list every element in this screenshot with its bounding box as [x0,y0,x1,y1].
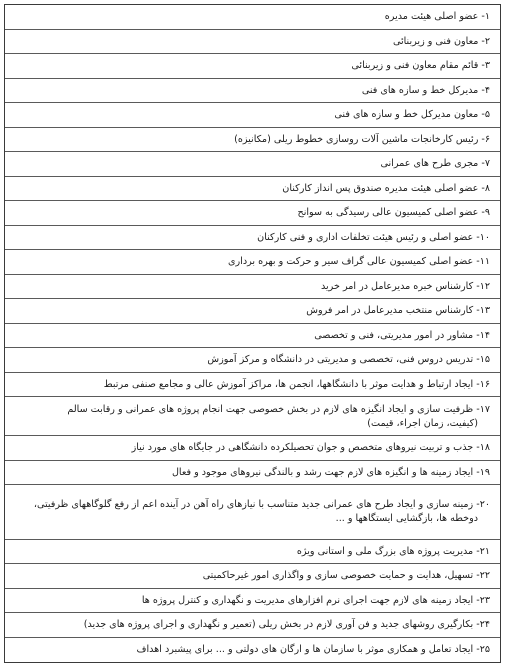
item-text: ۱۱- عضو اصلی کمیسیون عالی گراف سیر و حرکت و بهره برداری [228,256,490,268]
item-text: ۲۲- تسهیل، هدایت و حمایت خصوصی سازی و واگذاری امور غیرحاکمیتی [202,570,490,582]
list-item [5,5,500,30]
list-item [5,152,500,177]
list-item [5,485,500,540]
item-text: ۱۹- ایجاد زمینه ها و انگیزه های لازم جهت رشد و بالندگی نیروهای موجود و فعال [171,466,490,478]
item-text: ۳- قائم مقام معاون فنی و زیربنائی [351,60,490,72]
item-text: ۱۳- کارشناس منتخب مدیرعامل در امر فروش [306,305,490,317]
list-item [5,201,500,226]
item-text: ۲۱- مدیریت پروژه های بزرگ ملی و استانی ویژه [296,545,490,557]
item-text: ۲۰- زمینه سازی و ایجاد طرح های عمرانی جدید متناسب با نیازهای راه آهن در آینده اعم از رفع گلوگاههای ظرفیتی، [33,499,490,511]
item-text: ۹- عضو اصلی کمیسیون عالی رسیدگی به سوانح [297,207,490,219]
item-text: ۱- عضو اصلی هیئت مدیره [384,11,490,23]
list-item [5,540,500,565]
list-item [5,128,500,153]
list-item [5,79,500,104]
list-item [5,564,500,589]
list-item [5,461,500,486]
item-text: ۱۵- تدریس دروس فنی، تخصصی و مدیریتی در دانشگاه و مرکز آموزش [207,354,490,366]
item-text: ۲۵- ایجاد تعامل و همکاری موثر با سازمان ها و ارگان های دولتی و ... برای پیشبرد اهداف [136,644,490,656]
list-item [5,613,500,638]
list-item [5,54,500,79]
item-text: ۱۰- عضو اصلی و رئیس هیئت تخلفات اداری و فنی کارکنان [257,231,490,243]
list-item [5,103,500,128]
item-text: ۸- عضو اصلی هیئت مدیره صندوق پس انداز کارکنان [282,182,490,194]
item-text: ۱۷- ظرفیت سازی و ایجاد انگیزه های لازم در بخش خصوصی جهت انجام پروژه های عمرانی و رقابت سالم [67,403,490,415]
list-item [5,250,500,275]
list-item [5,348,500,373]
item-text: ۴- مدیرکل خط و سازه های فنی [361,84,490,96]
list-item [5,275,500,300]
list-item [5,177,500,202]
list-item [5,299,500,324]
list-item [5,373,500,398]
list-item [5,436,500,461]
item-text: ۷- مجری طرح های عمرانی [380,158,490,170]
duties-table [4,4,501,663]
item-text: ۱۲- کارشناس خبره مدیرعامل در امر خرید [320,280,490,292]
item-text: ۲۳- ایجاد زمینه های لازم جهت اجرای نرم افزارهای مدیریت و نگهداری و کنترل پروژه ها [141,594,490,606]
list-item [5,226,500,251]
list-item [5,397,500,436]
list-item [5,30,500,55]
item-text-continued: دوخطه ها، بازگشایی ایستگاهها و ... [335,513,478,525]
item-text: ۲- معاون فنی و زیربنائی [392,35,490,47]
item-text: ۵- معاون مدیرکل خط و سازه های فنی [334,109,490,121]
list-item [5,638,500,662]
list-item [5,589,500,614]
item-text: ۶- رئیس کارخانجات ماشین آلات روسازی خطوط ریلی (مکانیزه) [234,133,490,145]
item-text-continued: (کیفیت، زمان اجراء، قیمت) [367,417,478,429]
item-text: ۱۴- مشاور در امور مدیریتی، فنی و تخصصی [314,329,490,341]
item-text: ۲۴- بکارگیری روشهای جدید و فن آوری لازم در بخش ریلی (تعمیر و نگهداری و اجرای پروژه های جدید) [83,619,490,631]
item-text: ۱۸- جذب و تربیت نیروهای متخصص و جوان تحصیلکرده دانشگاهی در جایگاه های مورد نیاز [131,442,490,454]
list-item [5,324,500,349]
item-text: ۱۶- ایجاد ارتباط و هدایت موثر با دانشگاهها، انجمن ها، مراکز آموزش عالی و مجامع صنفی مرتبط [103,378,490,390]
